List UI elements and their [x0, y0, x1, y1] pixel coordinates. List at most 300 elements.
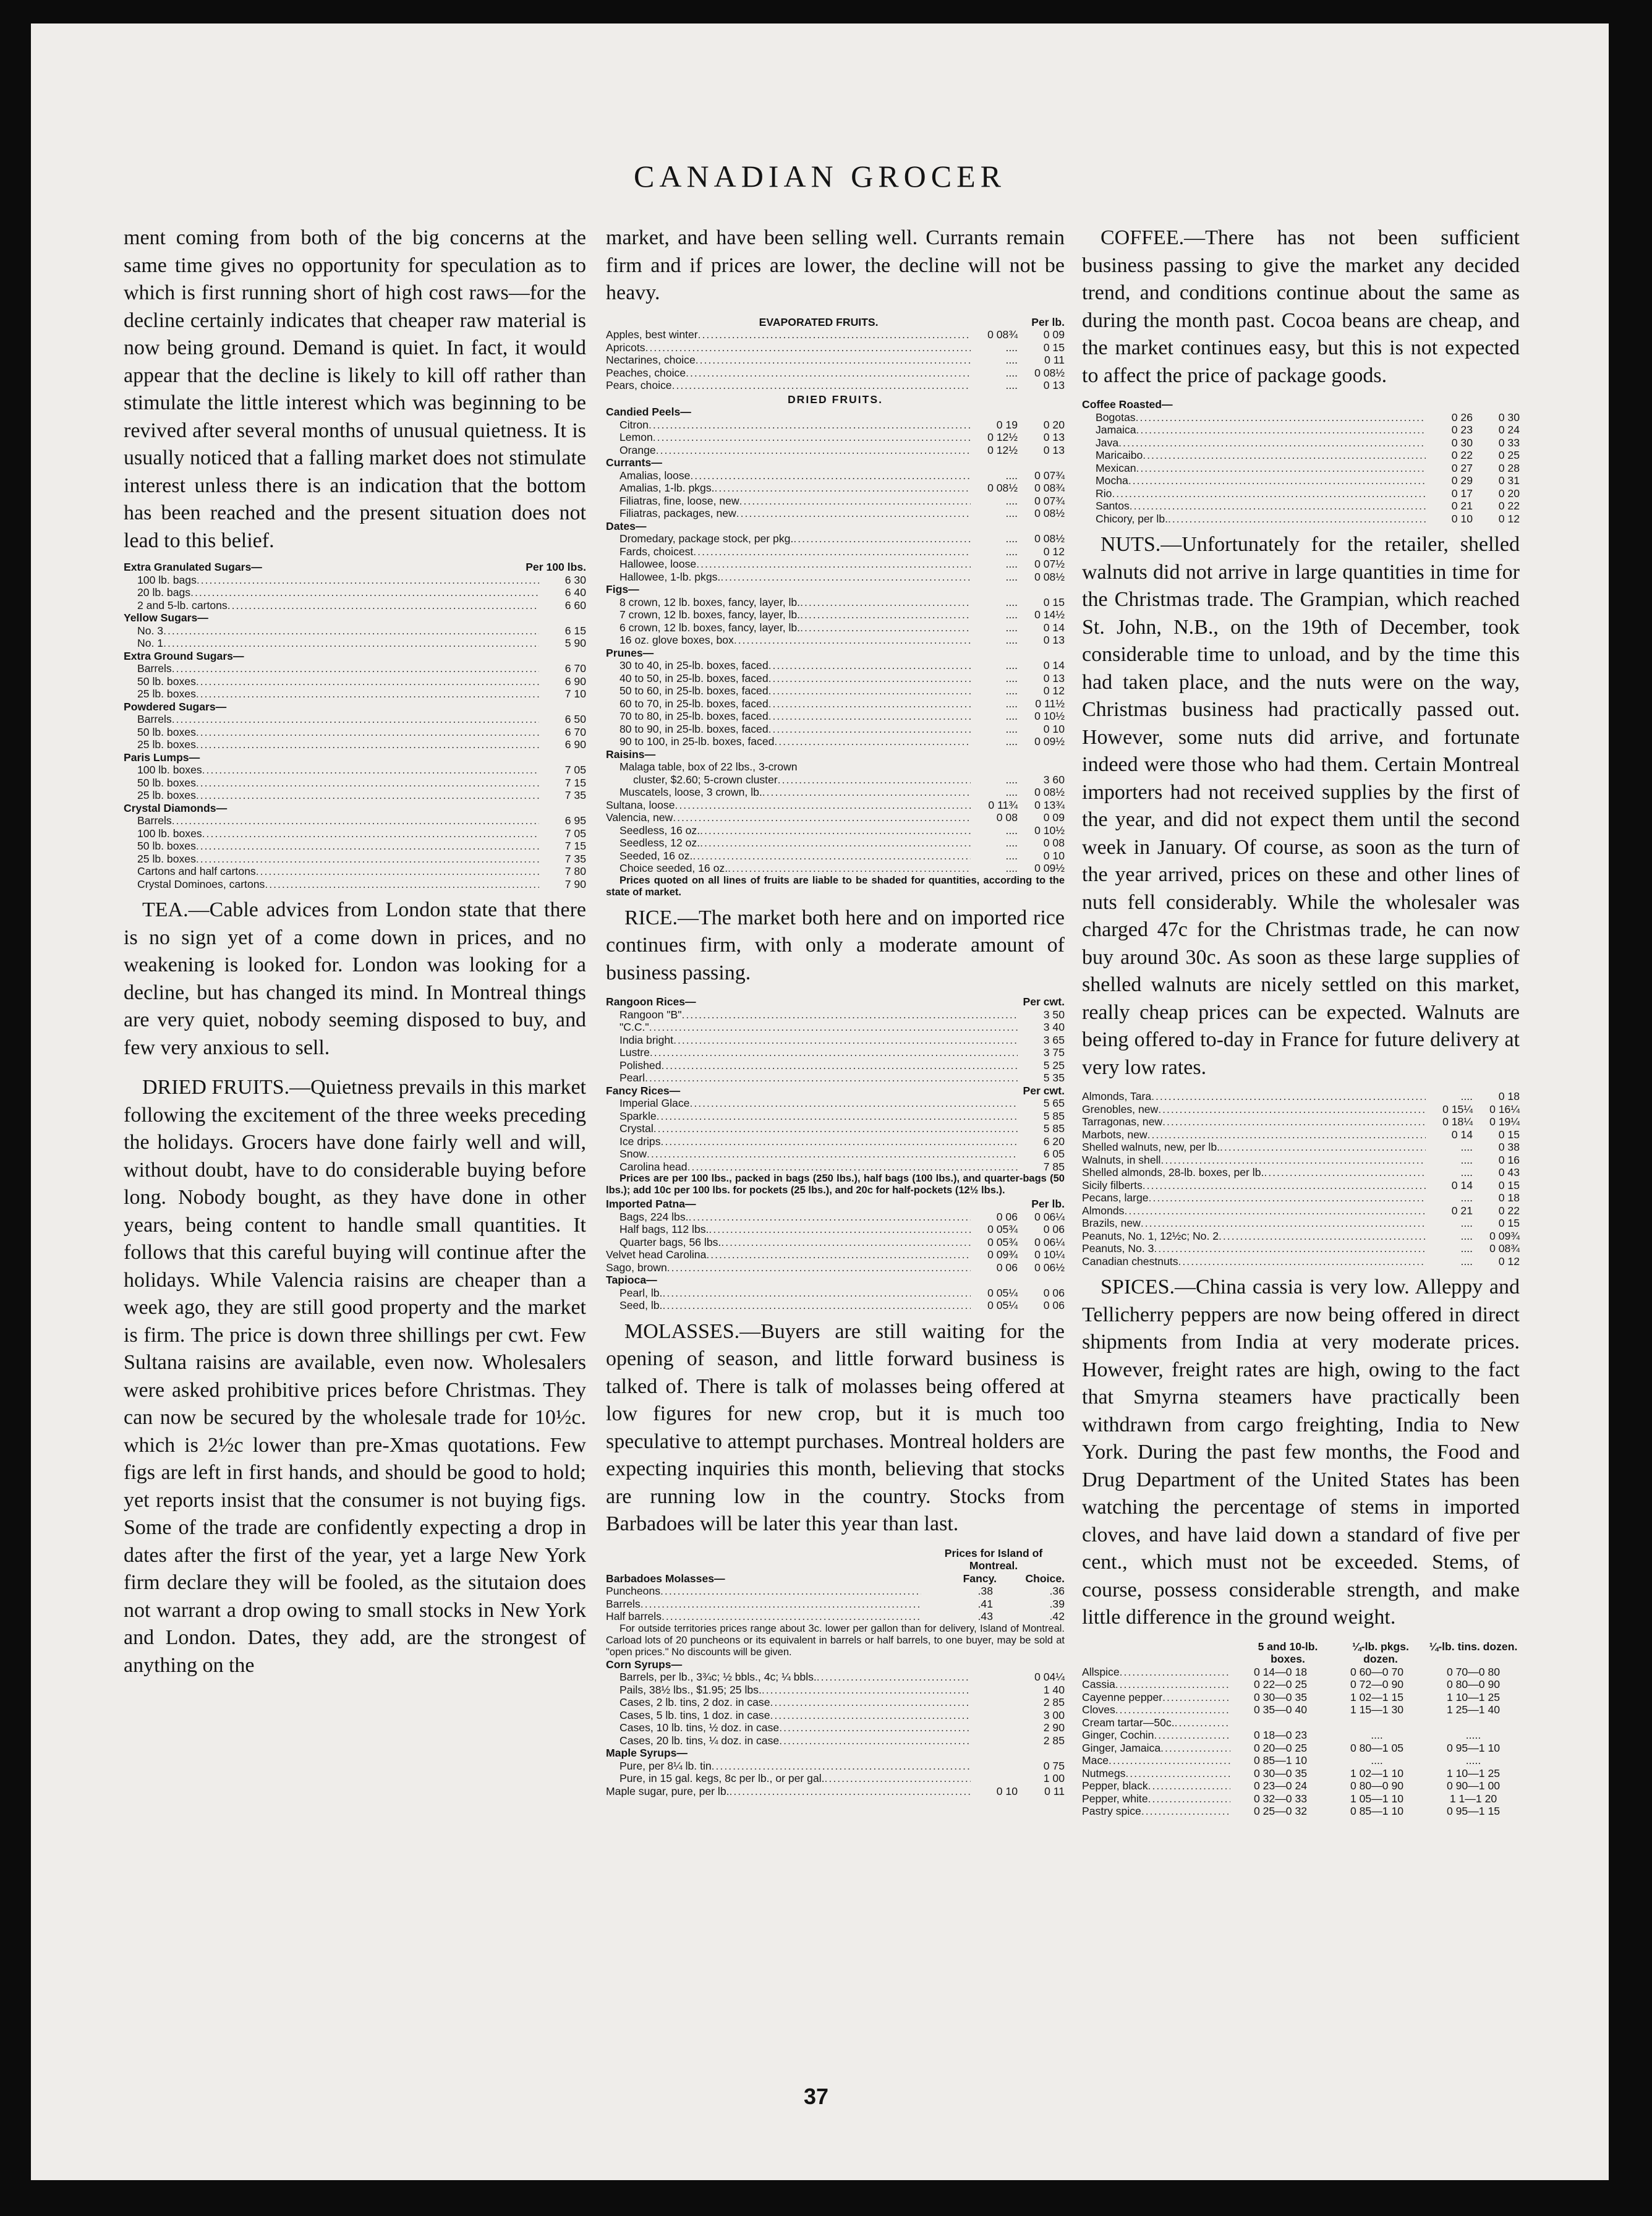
- price-row: [124, 853, 586, 866]
- row-leader-dots: [1168, 513, 1426, 526]
- price-row: [606, 456, 1065, 469]
- row-value: ....: [1460, 1153, 1473, 1166]
- price-row: [124, 637, 586, 650]
- row-category-label: Extra Ground Sugars—: [124, 649, 244, 662]
- row-value: 0 14—0 18: [1253, 1665, 1308, 1678]
- row-value: ....: [1005, 366, 1018, 379]
- coffee-rows: [1082, 398, 1520, 525]
- row-value: ....: [1005, 710, 1018, 722]
- row-value: ....: [1005, 786, 1018, 798]
- row-value: ....: [1005, 532, 1018, 545]
- row-leader-dots: [1148, 1779, 1230, 1792]
- row-value: ....: [1371, 1729, 1383, 1741]
- row-value: 0 18—0 23: [1253, 1729, 1308, 1741]
- molasses-table: [606, 1547, 1065, 1798]
- row-value: 0 09: [1043, 811, 1065, 824]
- price-row: [1082, 437, 1520, 450]
- row-value: .39: [1049, 1597, 1065, 1610]
- row-value: 0 06: [996, 1210, 1018, 1223]
- row-label: Seedless, 16 oz.: [620, 824, 700, 837]
- row-value: 6 70: [564, 662, 586, 675]
- price-row: [606, 723, 1065, 736]
- price-row: [1082, 449, 1520, 462]
- row-label: Barrels: [606, 1597, 641, 1610]
- column-2: [606, 224, 1065, 1804]
- row-value: 7 35: [564, 852, 586, 865]
- row-label: Snow: [620, 1148, 647, 1160]
- row-leader-dots: [228, 599, 539, 612]
- spice-head-boxes: 5 and 10-lb. boxes.: [1258, 1640, 1318, 1665]
- row-value: ....: [1005, 697, 1018, 710]
- row-leader-dots: [172, 713, 539, 726]
- row-leader-dots: [1147, 1128, 1426, 1141]
- row-value: 0 29: [1451, 474, 1473, 487]
- row-leader-dots: [265, 878, 539, 891]
- price-row: [1082, 1779, 1520, 1792]
- price-row: [124, 599, 586, 612]
- price-row: [606, 1684, 1065, 1697]
- price-row: [124, 840, 586, 853]
- row-value: 5 35: [1043, 1072, 1065, 1084]
- row-leader-dots: [770, 1696, 971, 1709]
- row-value: ....: [1005, 354, 1018, 366]
- row-value: ....: [1005, 558, 1018, 570]
- row-value: ....: [1005, 507, 1018, 519]
- price-row: [606, 634, 1065, 647]
- row-value: 0 95—1 10: [1446, 1741, 1501, 1754]
- row-value: 0 14: [1451, 1128, 1473, 1141]
- row-value: ....: [1460, 1255, 1473, 1268]
- nuts-rows: [1082, 1090, 1520, 1268]
- row-value: 0 80—0 90: [1446, 1678, 1501, 1690]
- price-row: [606, 1122, 1065, 1135]
- row-label: Seedless, 12 oz.: [620, 837, 700, 849]
- row-leader-dots: [769, 710, 971, 723]
- row-value: 0 38: [1498, 1141, 1520, 1153]
- row-leader-dots: [190, 586, 539, 599]
- price-row: [1082, 1754, 1520, 1767]
- row-value: 6 90: [564, 675, 586, 688]
- row-label: Rio: [1096, 487, 1112, 500]
- row-value: 0 18: [1498, 1191, 1520, 1204]
- row-label: Cases, 20 lb. tins, ¼ doz. in case: [620, 1734, 780, 1747]
- price-row: [1082, 411, 1520, 424]
- row-value: 0 31: [1498, 474, 1520, 487]
- row-value: 0 08: [1043, 837, 1065, 849]
- row-label: 40 to 50, in 25-lb. boxes, faced: [620, 671, 769, 684]
- row-label: Shelled almonds, 28-lb. boxes, per lb.: [1082, 1166, 1264, 1178]
- row-label: 70 to 80, in 25-lb. boxes, faced: [620, 710, 769, 722]
- row-label: Half bags, 112 lbs.: [620, 1223, 709, 1235]
- fancy-rice-rows: [606, 1085, 1065, 1174]
- price-row: [606, 1072, 1065, 1085]
- row-category-label: Corn Syrups—: [606, 1658, 683, 1671]
- row-value: 0 10¼: [1034, 1248, 1065, 1261]
- row-value: 0 05¾: [987, 1223, 1018, 1235]
- price-row: [606, 1223, 1065, 1236]
- price-row: [606, 328, 1065, 341]
- row-label: Cases, 2 lb. tins, 2 doz. in case: [620, 1696, 770, 1708]
- row-value: 0 26: [1451, 411, 1473, 424]
- price-row: [124, 789, 586, 802]
- rice-note: Prices are per 100 lbs., packed in bags (250 lbs.), half bags (100 lbs.), and quarter-bags (50 lbs.); add 10c per 100 lbs. for pockets (25 lbs.), and 20c for half-pockets (12½ lbs.).: [606, 1173, 1065, 1196]
- row-category-label: Maple Syrups—: [606, 1747, 688, 1759]
- row-leader-dots: [657, 1110, 1018, 1123]
- row-leader-dots: [662, 1299, 971, 1312]
- row-label: Velvet head Carolina: [606, 1248, 707, 1261]
- row-value: 0 12: [1498, 512, 1520, 525]
- row-leader-dots: [693, 545, 971, 558]
- price-row: [606, 1709, 1065, 1722]
- row-leader-dots: [196, 840, 539, 853]
- row-value: 0 08½: [1034, 532, 1065, 545]
- row-value: 0 24: [1498, 424, 1520, 436]
- row-value: 0 08½: [987, 482, 1018, 494]
- price-row: [124, 814, 586, 827]
- row-label: Pepper, black: [1082, 1779, 1148, 1792]
- row-value: 5 85: [1043, 1122, 1065, 1135]
- row-value: 0 75: [1043, 1759, 1065, 1772]
- price-row: [606, 647, 1065, 660]
- row-label: 50 lb. boxes: [137, 725, 196, 738]
- row-value: 0 05¾: [987, 1235, 1018, 1248]
- row-leader-dots: [647, 1148, 1018, 1161]
- row-value: 7 05: [564, 827, 586, 840]
- row-label: Apples, best winter: [606, 328, 698, 341]
- row-leader-dots: [762, 1684, 971, 1697]
- row-label: Carolina head: [620, 1160, 688, 1173]
- row-label: Mocha: [1096, 474, 1128, 487]
- sugar-article-text: ment coming from both of the big concerns at the same time gives no opportunity for speculation as to which is first running short of high cost raws—for the decline certainly indicates that cheaper raw material is now being ground. Demand is quiet. In fact, it would appear that the decline is likely to kill off rather than stimulate the little interest which was beginning to be revived after several months of unusual quietness. It is usually noticed that a falling market does not stimulate interest unless there is an indication that the bottom has been reached and the present situation does not lead to this belief.: [124, 226, 586, 552]
- price-row: [124, 662, 586, 675]
- row-leader-dots: [675, 799, 971, 812]
- row-label: Almonds: [1082, 1204, 1125, 1217]
- row-leader-dots: [656, 444, 971, 457]
- row-value: 0 15: [1043, 341, 1065, 354]
- row-value: ....: [1005, 862, 1018, 874]
- row-label: Lustre: [620, 1046, 650, 1059]
- row-label: 7 crown, 12 lb. boxes, fancy, layer, lb.: [620, 608, 801, 621]
- row-leader-dots: [1125, 1767, 1230, 1780]
- price-row: [1082, 1166, 1520, 1179]
- row-leader-dots: [1118, 437, 1426, 450]
- row-leader-dots: [196, 789, 539, 802]
- row-value: 0 85—1 10: [1253, 1754, 1308, 1766]
- price-row: [606, 1696, 1065, 1709]
- row-leader-dots: [728, 862, 971, 875]
- price-row: [606, 1110, 1065, 1123]
- row-value: 6 15: [564, 624, 586, 637]
- row-value: 0 12: [1498, 1255, 1520, 1268]
- row-value: 0 10: [1043, 849, 1065, 862]
- price-row: [1082, 1729, 1520, 1742]
- row-value: 7 15: [564, 840, 586, 852]
- row-leader-dots: [672, 379, 971, 392]
- row-value: ....: [1460, 1166, 1473, 1178]
- row-value: 0 30—0 35: [1253, 1766, 1308, 1779]
- row-leader-dots: [1151, 1090, 1426, 1103]
- row-label: Pails, 38½ lbs., $1.95; 25 lbs.: [620, 1683, 762, 1696]
- row-leader-dots: [769, 659, 971, 672]
- price-row: [606, 748, 1065, 761]
- price-row: [1082, 500, 1520, 513]
- row-leader-dots: [1115, 1678, 1230, 1691]
- row-value: 0 04¼: [1034, 1671, 1065, 1683]
- row-value: 0 30: [1451, 436, 1473, 449]
- price-row: [606, 735, 1065, 748]
- row-value: 0 21: [1451, 1204, 1473, 1217]
- row-label: Muscatels, loose, 3 crown, lb.: [620, 786, 762, 798]
- row-value: 2 90: [1043, 1721, 1065, 1734]
- row-leader-dots: [662, 1610, 921, 1623]
- row-label: Half barrels: [606, 1610, 662, 1622]
- row-label: Pure, in 15 gal. kegs, 8c per lb., or per gal.: [620, 1772, 825, 1784]
- row-value: 0 08¾: [1489, 1242, 1520, 1255]
- price-row: [606, 1261, 1065, 1274]
- row-label: Nutmegs: [1082, 1766, 1126, 1779]
- price-row: [1082, 1703, 1520, 1716]
- row-label: 90 to 100, in 25-lb. boxes, faced: [620, 735, 775, 748]
- row-value: 0 30: [1498, 411, 1520, 424]
- row-leader-dots: [739, 495, 971, 508]
- row-leader-dots: [769, 697, 971, 710]
- price-row: [606, 469, 1065, 482]
- row-label: Sicily filberts: [1082, 1178, 1143, 1191]
- price-row: [606, 1211, 1065, 1224]
- row-leader-dots: [1175, 1716, 1230, 1729]
- dried-fruits-article: DRIED FRUITS.—Quietness prevails in this market following the excitement of the three weeks preceding the holidays. Grocers have done fairly well and will, without doubt, have to do considerable buying before long. Nobody bought, as they have done in other years, being content to handle small quantities. It follows that this careful buying will continue after the holidays. While Valencia raisins are cheaper than a week ago, they are still good property and the market is firm. The price is down three shillings per cwt. Few Sultana raisins are available, even now. Wholesalers were asked prohibitive prices before Christmas. They can now be secured by the wholesale trade for 10½c. which is 2½c lower than pre-Xmas quotations. Few figs are left in first hands, and should be good to hold; yet reports insist that the consumer is not buying figs. Some of the trade are confidently expecting a drop in dates after the first of the year, yet a large New York firm declare they will be fooled, as the situtaion does not warrant a drop owing to small stocks in New York and London. Dates, they add, are the strongest of anything on the: [124, 1076, 586, 1677]
- row-value: 7 10: [564, 688, 586, 700]
- row-label: Allspice: [1082, 1665, 1120, 1678]
- row-value: ....: [1460, 1191, 1473, 1204]
- row-value: ....: [1460, 1229, 1473, 1242]
- row-label: Pepper, white: [1082, 1792, 1148, 1805]
- row-label: Crystal: [620, 1122, 654, 1135]
- molasses-price-head: Prices for Island of Montreal.: [944, 1546, 1043, 1572]
- row-leader-dots: [769, 672, 971, 685]
- row-value: ....: [1005, 849, 1018, 862]
- row-label: Sultana, loose: [606, 798, 675, 811]
- row-label: Cases, 5 lb. tins, 1 doz. in case: [620, 1708, 770, 1721]
- row-leader-dots: [734, 634, 971, 647]
- row-value: 0 18¼: [1442, 1115, 1473, 1128]
- row-leader-dots: [654, 1122, 1018, 1135]
- price-row: [606, 1248, 1065, 1261]
- price-row: [124, 624, 586, 637]
- row-value: ....: [1460, 1141, 1473, 1153]
- row-value: ....: [1005, 595, 1018, 608]
- row-leader-dots: [667, 1261, 971, 1274]
- row-label: Canadian chestnuts: [1082, 1255, 1178, 1268]
- row-label: Sago, brown: [606, 1261, 667, 1274]
- row-label: Barrels: [137, 814, 172, 827]
- row-leader-dots: [1220, 1141, 1426, 1154]
- row-leader-dots: [700, 837, 971, 850]
- row-category-label: Rangoon Rices—: [606, 995, 696, 1008]
- row-leader-dots: [1158, 1103, 1426, 1116]
- row-label: 50 lb. boxes: [137, 675, 196, 688]
- row-leader-dots: [673, 811, 971, 824]
- nuts-article: NUTS.—Unfortunately for the retailer, shelled walnuts did not arrive in large quantities in time for the Christmas trade. The Grampian, which reached St. John, N.B., on the 19th of December, took considerable time to unload, and by the time this had taken place, and the nuts were on the way, Christmas business had practically passed out. However, some nuts did arrive, and fortunate indeed were those who had them. Certain Montreal importers had not received supplies by the first of the year, and did not expect them until the second week in January. Of course, as soon as the turn of the year arrived, prices on these and other lines of nuts fell considerably. While the wholesaler was charged 47c for the Christmas trade, he can now buy around 30c. As soon as these large supplies of shelled walnuts are nicely settled on this market, really cheap prices can be expected. Walnuts are being offered to-day in France for future delivery at very low rates.: [1082, 533, 1520, 1079]
- row-leader-dots: [196, 688, 539, 701]
- row-leader-dots: [769, 684, 971, 697]
- row-label: Maple sugar, pure, per lb.: [606, 1784, 730, 1797]
- row-value: 0 20: [1043, 418, 1065, 431]
- row-value: 0 43: [1498, 1166, 1520, 1178]
- price-row: [124, 827, 586, 840]
- row-leader-dots: [172, 814, 539, 827]
- row-category-label: Tapioca—: [606, 1274, 657, 1286]
- row-label: Cayenne pepper: [1082, 1690, 1163, 1703]
- price-row: [606, 1299, 1065, 1312]
- row-leader-dots: [779, 1721, 971, 1734]
- evaporated-title: EVAPORATED FRUITS.: [759, 315, 879, 328]
- price-row: [124, 802, 586, 815]
- row-value: 6 95: [564, 814, 586, 827]
- row-leader-dots: [1141, 1217, 1426, 1230]
- molasses-note: For outside territories prices range about 3c. lower per gallon than for delivery, Island of Montreal. Carload lots of 20 puncheons or its equivalent in barrels or half barrels, to one buyer, may be sold at "open prices." No discounts will be given.: [606, 1622, 1065, 1658]
- row-category-label: Imported Patna—: [606, 1198, 696, 1210]
- row-label: Maricaibo: [1096, 449, 1143, 461]
- price-row: [606, 995, 1065, 1008]
- price-row: [606, 1585, 1065, 1598]
- molasses-fancy-head: Fancy.: [963, 1572, 997, 1585]
- row-value: ....: [1005, 722, 1018, 735]
- price-row: [124, 688, 586, 701]
- row-leader-dots: [1160, 1154, 1426, 1167]
- row-value: .....: [1465, 1729, 1481, 1741]
- row-leader-dots: [641, 1598, 921, 1611]
- price-row: [606, 419, 1065, 432]
- row-leader-dots: [660, 1585, 921, 1598]
- row-value: 1 25—1 40: [1446, 1703, 1501, 1716]
- price-row: [1082, 1103, 1520, 1116]
- price-row: [606, 608, 1065, 621]
- row-value: 0 08¾: [987, 328, 1018, 341]
- price-row: [1082, 1792, 1520, 1805]
- price-row: [606, 406, 1065, 419]
- price-row: [606, 773, 1065, 786]
- row-value: 0 05¼: [987, 1299, 1018, 1311]
- row-value: 2 85: [1043, 1696, 1065, 1708]
- molasses-choice-head: Choice.: [1025, 1572, 1065, 1585]
- row-leader-dots: [649, 419, 971, 432]
- row-category-label: Powdered Sugars—: [124, 700, 227, 713]
- row-label: 2 and 5-lb. cartons: [137, 599, 228, 612]
- row-leader-dots: [736, 507, 971, 520]
- row-leader-dots: [698, 328, 971, 341]
- price-row: [1082, 1230, 1520, 1243]
- row-leader-dots: [730, 1785, 971, 1798]
- row-label: Pure, per 8¼ lb. tin: [620, 1759, 712, 1772]
- row-value: .41: [977, 1597, 993, 1610]
- row-label: 30 to 40, in 25-lb. boxes, faced: [620, 659, 769, 671]
- row-label: Mace: [1082, 1754, 1109, 1766]
- row-leader-dots: [1115, 1703, 1230, 1716]
- row-label: 20 lb. bags: [137, 586, 191, 599]
- row-label: Seed, lb.: [620, 1299, 663, 1311]
- price-row: [606, 507, 1065, 520]
- row-value: .43: [977, 1610, 993, 1622]
- row-value: 1 05—1 10: [1350, 1792, 1404, 1805]
- row-value: 0 06¼: [1034, 1235, 1065, 1248]
- row-value: 0 21: [1451, 500, 1473, 512]
- row-leader-dots: [825, 1772, 971, 1785]
- row-label: Cassia: [1082, 1678, 1115, 1690]
- row-value: 0 80—1 05: [1350, 1741, 1404, 1754]
- row-leader-dots: [1112, 487, 1426, 500]
- sugar-price-table: Per 100 lbs. Extra Granulated Sugars— 100 lb. bags ..... 6 30 20 lb. bags ..... 6 40 2 and 5-lb. cartons ..... 6 60 Yellow Sugars— No. 3 ..... 6 15 No. 1 ..... 5 90 Extra Ground Sugars— Barrels ..... 6 70 50 lb. boxes ..... 6 90 25 lb. boxes ..... 7 10 Powdered Sugars— Barrels ..... 6 50 50 lb. boxes ..... 6 70 25 lb. boxes ..... 6 90 Paris Lumps— 100 lb. boxes ..... 7 05 50 lb. boxes ..... 7 15 25 lb. boxes ..... 7 35 Crystal Diamonds— Barrels ..... 6 95 100 lb. boxes ..... 7 05 50 lb. boxes ..... 7 15 25 lb. boxes ..... 7 35 Cartons and half cartons ..... 7 80 Crystal Dominoes, cartons ..... 7 90: [124, 561, 586, 890]
- row-leader-dots: [1148, 1792, 1230, 1805]
- row-value: 0 20—0 25: [1253, 1741, 1308, 1754]
- row-label: No. 3: [137, 624, 164, 637]
- row-leader-dots: [1154, 1729, 1230, 1742]
- row-value: 0 08¾: [1034, 482, 1065, 494]
- row-leader-dots: [689, 1097, 1018, 1110]
- row-value: 0 06: [1043, 1286, 1065, 1299]
- price-row: [1082, 1191, 1520, 1204]
- row-label: Pearl: [620, 1072, 645, 1084]
- currants-text: market, and have been selling well. Currants remain firm and if prices are lower, the decline will not be heavy.: [606, 226, 1065, 304]
- row-value: 0 08½: [1034, 507, 1065, 519]
- row-category-label: Paris Lumps—: [124, 751, 200, 764]
- row-category-label: Raisins—: [606, 748, 656, 761]
- row-value: 0 09¾: [987, 1248, 1018, 1261]
- price-row: [606, 1658, 1065, 1671]
- row-label: Walnuts, in shell: [1082, 1153, 1161, 1166]
- row-label: Barrels: [137, 713, 172, 725]
- row-leader-dots: [688, 1161, 1018, 1174]
- row-value: 0 13¾: [1034, 798, 1065, 811]
- spices-article: SPICES.—China cassia is very low. Alleppy and Tellicherry peppers are now being offered in direct shipments from India at very moderate prices. However, freight rates are high, owing to the fact that Smyrna steamers have practically been withdrawn from cargo freighting, India to New York. During the past few months, the Food and Drug Department of the United States has been watching the percentage of stems in imported cloves, and have laid down a standard of five per cent., which must not be exceeded. Stems, of course, possess considerable strength, and make little difference in the ground weight.: [1082, 1276, 1520, 1629]
- row-value: 0 05¼: [987, 1286, 1018, 1299]
- row-label: Bags, 224 lbs.: [620, 1210, 689, 1223]
- row-value: 0 28: [1498, 461, 1520, 474]
- row-value: 0 09: [1043, 328, 1065, 341]
- row-value: ....: [1005, 684, 1018, 697]
- price-row: [606, 1598, 1065, 1611]
- price-row: [606, 1610, 1065, 1623]
- row-leader-dots: [172, 662, 539, 675]
- row-label: Imperial Glace: [620, 1097, 690, 1109]
- row-leader-dots: [256, 865, 539, 878]
- row-label: Tarragonas, new: [1082, 1115, 1163, 1128]
- price-row: [124, 650, 586, 663]
- row-value: 0 15¼: [1442, 1102, 1473, 1115]
- row-label: Santos: [1096, 500, 1130, 512]
- row-value: 0 13: [1043, 634, 1065, 646]
- row-value: 0 09½: [1034, 735, 1065, 748]
- row-value: ....: [1005, 824, 1018, 837]
- row-label: No. 1: [137, 637, 164, 649]
- row-value: 5 65: [1043, 1097, 1065, 1109]
- price-row: [1082, 1217, 1520, 1230]
- row-leader-dots: [689, 1211, 971, 1224]
- row-leader-dots: [682, 1008, 1018, 1021]
- row-value: ....: [1005, 469, 1018, 482]
- row-leader-dots: [700, 824, 971, 837]
- row-value: ....: [1005, 545, 1018, 558]
- price-row: [606, 761, 1065, 773]
- row-value: 0 95—1 15: [1446, 1805, 1501, 1817]
- row-label: Cream tartar—50c.: [1082, 1716, 1175, 1729]
- price-row: [606, 1148, 1065, 1161]
- row-value: 0 16¼: [1489, 1102, 1520, 1115]
- row-value: 6 90: [564, 738, 586, 751]
- row-value: .36: [1049, 1585, 1065, 1597]
- row-leader-dots: [202, 764, 539, 777]
- row-value: 0 10½: [1034, 710, 1065, 722]
